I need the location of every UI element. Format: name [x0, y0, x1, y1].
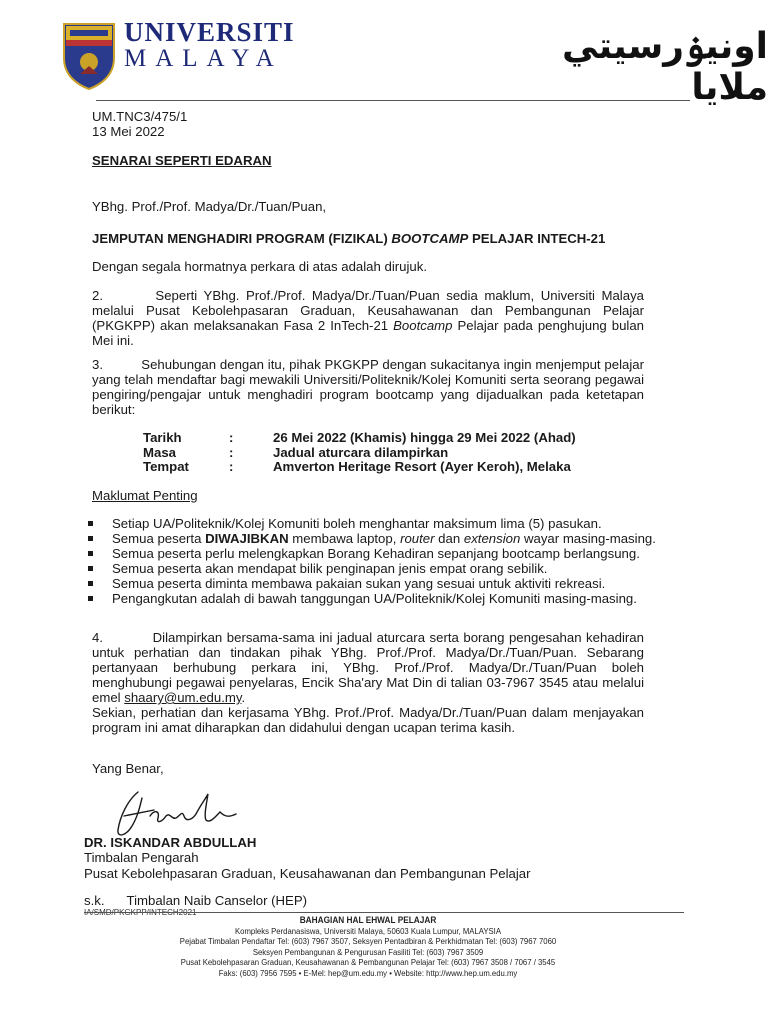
subject-italic: BOOTCAMP	[391, 231, 469, 246]
details-row-venue: Tempat : Amverton Heritage Resort (Ayer Keroh), Melaka	[143, 459, 571, 474]
contact-email-link[interactable]: shaary@um.edu.my	[124, 690, 242, 705]
paragraph-4: 4. Dilampirkan bersama-sama ini jadual aturcara serta borang pengesahan kehadiran untuk perhatian dan tindakan pihak YBhg. Prof./Prof. Madya/Dr./Tuan/Puan. Sebarang pertanyaan berhubung perkara ini, YBhg. Prof./Prof. Madya/Dr./Tuan/Puan boleh menghubungi pegawai penyelaras, Encik Sha'ary Mat Din di talian 03-7967 3545 atau melalui emel shaary@um.edu.my.	[92, 630, 644, 705]
list-item: Semua peserta akan mendapat bilik penginapan jenis empat orang sebilik.	[88, 561, 688, 576]
signer-name: DR. ISKANDAR ABDULLAH	[84, 835, 257, 850]
paragraph-2: 2. Seperti YBhg. Prof./Prof. Madya/Dr./Tuan/Puan sedia maklum, Universiti Malaya melalui Pusat Kebolehpasaran Graduan, Keusahawanan dan Pembangunan Pelajar (PKGKPP) akan melaksanakan Fasa 2 InTech-21 Bootcamp Pelajar pada penghujung bulan Mei ini.	[92, 288, 645, 348]
signer-department: Pusat Kebolehpasaran Graduan, Keusahawanan dan Pembangunan Pelajar	[84, 866, 531, 881]
footer-line: Faks: (603) 7956 7595 • E-Mel: hep@um.edu.my • Website: http://www.hep.um.edu.my	[218, 967, 518, 978]
distribution-list-heading: SENARAI SEPERTI EDARAN	[92, 153, 272, 168]
salutation: YBhg. Prof./Prof. Madya/Dr./Tuan/Puan,	[92, 199, 327, 214]
list-item: Setiap UA/Politeknik/Kolej Komuniti boleh menghantar maksimum lima (5) pasukan.	[88, 516, 688, 531]
university-crest-logo	[62, 22, 116, 90]
footer-line: Pejabat Timbalan Pendaftar Tel: (603) 7967 3507, Seksyen Pentadbiran & Perkhidmatan Tel: (603) 7967 7060	[179, 936, 557, 947]
paragraph-5: Sekian, perhatian dan kerjasama YBhg. Prof./Prof. Madya/Dr./Tuan/Puan dalam menjayakan program ini amat diharapkan dan didahului dengan ucapan terima kasih.	[92, 705, 644, 735]
footer-divider	[84, 912, 684, 913]
footer-line: Seksyen Pembangunan & Pengurusan Fasiliti Tel: (603) 7967 3509	[252, 946, 484, 957]
letter-subject: JEMPUTAN MENGHADIRI PROGRAM (FIZIKAL) BOOTCAMP PELAJAR INTECH-21	[92, 231, 606, 246]
carbon-copy	[84, 893, 307, 908]
paragraph-3: 3. Sehubungan dengan itu, pihak PKGKPP dengan sukacitanya ingin menjemput pelajar yang telah mendaftar bagi mewakili Universiti/Politeknik/Kolej Komuniti serta seorang pegawai pengiring/pengajar untuk menghadiri program bootcamp yang dijadualkan pada ketetapan berikut:	[92, 357, 645, 417]
paragraph-2-number: 2.	[92, 288, 103, 303]
details-row-date: Tarikh : 26 Mei 2022 (Khamis) hingga 29 Mei 2022 (Ahad)	[143, 430, 576, 445]
list-item: Pengangkutan adalah di bawah tanggungan UA/Politeknik/Kolej Komuniti masing-masing.	[88, 591, 688, 606]
cc-label: s.k.	[84, 893, 105, 908]
paragraph-1: Dengan segala hormatnya perkara di atas adalah dirujuk.	[92, 259, 428, 274]
important-info-list	[88, 516, 688, 606]
footer-address-block	[172, 915, 564, 979]
footer-line: Kompleks Perdanasiswa, Universiti Malaya, 50603 Kuala Lumpur, MALAYSIA	[235, 925, 501, 936]
cc-recipient: Timbalan Naib Canselor (HEP)	[126, 893, 308, 908]
university-name-line1: UNIVERSITI	[124, 17, 295, 47]
header-divider	[96, 100, 690, 101]
list-item: Semua peserta DIWAJIBKAN membawa laptop, router dan extension wayar masing-masing.	[88, 531, 688, 546]
signature-image	[110, 786, 250, 840]
university-name	[124, 18, 295, 72]
paragraph-4-number: 4.	[92, 630, 103, 645]
document-code: IA/SMD/PKGKPP/INTECH2021	[84, 908, 197, 917]
reference-number: UM.TNC3/475/1	[92, 109, 188, 124]
footer-line: Pusat Kebolehpasaran Graduan, Keusahawanan & Pembangunan Pelajar Tel: (603) 7967 3508 / 7067 / 3545	[180, 957, 556, 968]
reference-block	[92, 109, 187, 139]
important-info-heading: Maklumat Penting	[92, 488, 198, 503]
paragraph-3-number: 3.	[92, 357, 103, 372]
university-name-line2: MALAYA	[124, 45, 283, 72]
letter-date: 13 Mei 2022	[92, 124, 165, 139]
list-item: Semua peserta diminta membawa pakaian sukan yang sesuai untuk aktiviti rekreasi.	[88, 576, 688, 591]
closing: Yang Benar,	[92, 761, 164, 776]
footer-heading: BAHAGIAN HAL EHWAL PELAJAR	[299, 915, 437, 925]
details-row-time: Masa : Jadual aturcara dilampirkan	[143, 444, 449, 460]
event-details-table	[143, 431, 576, 475]
list-item: Semua peserta perlu melengkapkan Borang Kehadiran sepanjang bootcamp berlangsung.	[88, 546, 688, 561]
jawi-university-name: اونيۏرسيتي ملايا	[562, 26, 768, 108]
signer-title: Timbalan Pengarah	[84, 850, 199, 865]
